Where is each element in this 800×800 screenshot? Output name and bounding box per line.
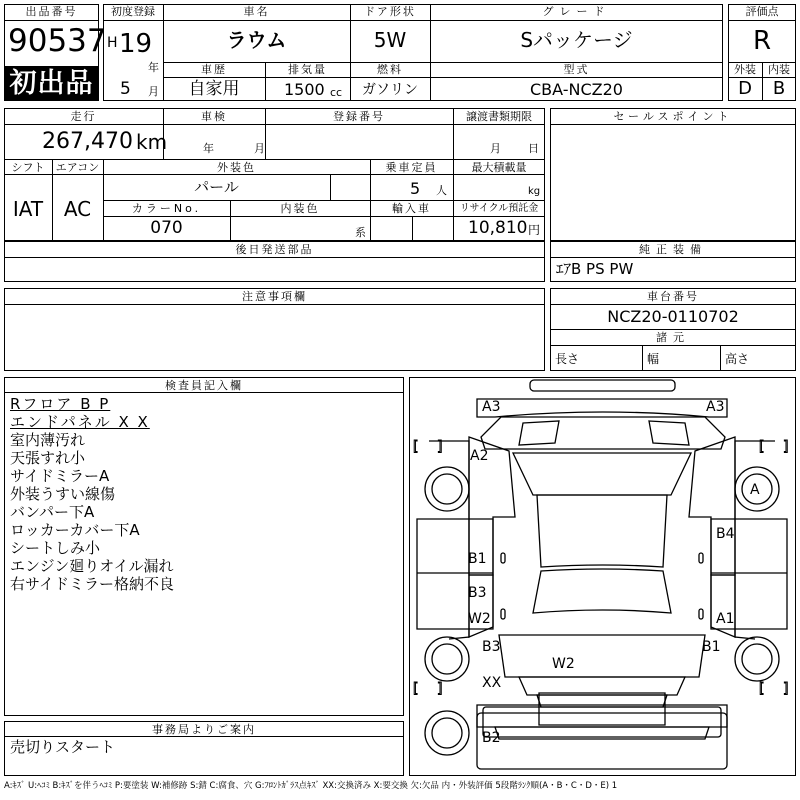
- lot-number: 90537: [8, 23, 107, 59]
- mileage-unit: km: [136, 130, 168, 154]
- exterior-score: D: [738, 78, 752, 99]
- inspection-year-unit: 年: [203, 142, 214, 155]
- mark-a2: A2: [470, 448, 489, 464]
- notes-label: 注意事項欄: [242, 290, 307, 303]
- first-reg-month: 5: [120, 79, 131, 99]
- era: H: [107, 35, 118, 51]
- svg-text:]: ]: [437, 439, 443, 455]
- inspector-line-11: 右サイドミラー格納不良: [10, 575, 174, 593]
- year-unit: 年: [148, 61, 159, 74]
- door-type: 5W: [373, 28, 407, 52]
- model: CBA-NCZ20: [530, 80, 623, 99]
- recycle-amount: 10,810: [468, 218, 528, 238]
- svg-text:]: ]: [783, 439, 789, 455]
- displacement: 1500: [284, 80, 325, 99]
- history: 自家用: [188, 79, 240, 99]
- car-diagram: [409, 377, 796, 776]
- mark-b1-left: B1: [468, 551, 487, 567]
- interior-score: B: [772, 78, 786, 99]
- mark-b4: B4: [716, 526, 735, 542]
- lot-number-label: 出品番号: [25, 5, 78, 18]
- transfer-day-unit: 日: [528, 142, 539, 155]
- sales-point-box: [550, 108, 796, 241]
- shift: IAT: [12, 197, 44, 221]
- int-color-label: 内装色: [280, 202, 320, 215]
- inspector-line-3: 室内薄汚れ: [10, 431, 86, 449]
- inspector-label: 検査員記入欄: [165, 379, 243, 392]
- inspector-line-4: 天張すれ小: [10, 449, 86, 467]
- reg-no-label: 登録番号: [333, 110, 385, 123]
- inspection-month-unit: 月: [254, 142, 265, 155]
- mark-b1-right: B1: [702, 639, 721, 655]
- recycle-unit: 円: [528, 223, 541, 237]
- equipment-label: 純正装備: [639, 243, 707, 256]
- transfer-month-unit: 月: [490, 142, 501, 155]
- mark-a3-left: A3: [482, 399, 501, 415]
- mileage-label: 走行: [70, 110, 97, 123]
- inspection-label: 車検: [201, 110, 227, 123]
- legend: A:ｷｽﾞ U:ﾍｺﾐ B:ｷｽﾞを伴うﾍｺﾐ P:要塗装 W:補修跡 S:錆 C:腐食、穴 G:ﾌﾛﾝﾄｶﾞﾗｽ点ｷｽﾞ XX:交換済み X:要交換 欠:欠品 内・外装評価 5段階ﾗﾝｸ順(A・B・C・D・E) 1: [4, 781, 618, 791]
- mark-b3: B3: [468, 585, 487, 601]
- sales-point-label: セールスポイント: [613, 110, 733, 123]
- mark-w2-left: W2: [468, 611, 491, 627]
- chassis-label: 車台番号: [647, 290, 699, 303]
- month-unit: 月: [148, 85, 159, 98]
- mark-w2-rear: W2: [552, 656, 575, 672]
- ext-color: パール: [194, 178, 239, 196]
- car-name-label: 車名: [243, 5, 270, 18]
- mark-b2: B2: [482, 730, 501, 746]
- recycle-label: リサイクル預託金: [459, 203, 539, 214]
- office-note: 売切りスタート: [10, 738, 116, 756]
- ext-color-label: 外装色: [217, 161, 256, 174]
- inspector-line-9: シートしみ小: [10, 539, 101, 557]
- color-no-label: カラーNo.: [131, 202, 202, 215]
- svg-text:[: [: [759, 681, 765, 697]
- load-label: 最大積載量: [471, 161, 527, 174]
- ac-label: エアコン: [55, 161, 100, 174]
- inspector-line-5: サイドミラーA: [10, 467, 110, 485]
- length-label: 長さ: [555, 352, 580, 366]
- svg-text:]: ]: [783, 681, 789, 697]
- equipment-value: ｴｱB PS PW: [556, 260, 634, 278]
- inspector-line-2: エンドパネル X X: [10, 413, 150, 431]
- inspector-line-1: Rフロア B P: [10, 395, 111, 413]
- history-label: 車歴: [201, 63, 227, 76]
- svg-text:]: ]: [437, 681, 443, 697]
- overall-score: R: [752, 26, 772, 56]
- load-unit: kg: [528, 186, 541, 197]
- inspector-line-8: ロッカーカバー下A: [10, 521, 140, 539]
- int-color-unit: 系: [355, 226, 366, 239]
- first-listing-badge: 初出品: [4, 66, 99, 101]
- first-reg-label: 初度登録: [111, 5, 155, 18]
- mark-a-right: A: [750, 482, 760, 498]
- car-name: ラウム: [226, 28, 287, 52]
- grade-label: グレード: [542, 5, 611, 18]
- inspector-line-7: バンパー下A: [10, 503, 95, 521]
- fuel-label: 燃料: [377, 63, 403, 76]
- mark-b3-lower: B3: [482, 639, 501, 655]
- exterior-label: 外装: [734, 63, 756, 76]
- svg-text:[: [: [759, 439, 765, 455]
- dims-label: 諸元: [656, 331, 690, 344]
- office-label: 事務局よりご案内: [152, 723, 256, 736]
- svg-text:[: [: [413, 439, 419, 455]
- transfer-label: 譲渡書類期限: [466, 110, 532, 123]
- shift-label: シフト: [11, 161, 45, 174]
- later-parts-label: 後日発送部品: [235, 243, 314, 256]
- grade: Sパッケージ: [520, 28, 633, 52]
- inspector-line-6: 外装うすい線傷: [10, 485, 116, 503]
- seats-unit: 人: [436, 184, 447, 197]
- mark-xx: XX: [482, 675, 502, 691]
- displacement-label: 排気量: [288, 63, 327, 76]
- mileage: 267,470: [42, 129, 133, 154]
- seats-label: 乗車定員: [385, 161, 438, 174]
- mark-a3-right: A3: [706, 399, 725, 415]
- import-label: 輸入車: [392, 202, 431, 215]
- interior-label: 内装: [768, 63, 790, 76]
- displacement-unit: cc: [330, 86, 343, 99]
- fuel: ガソリン: [362, 82, 418, 98]
- ac: AC: [63, 197, 92, 221]
- mark-a1: A1: [716, 611, 735, 627]
- inspector-line-10: エンジン廻りオイル漏れ: [10, 557, 174, 575]
- model-label: 型式: [563, 63, 590, 76]
- score-label: 評価点: [745, 5, 779, 18]
- seats: 5: [410, 179, 421, 198]
- color-no: 070: [150, 218, 183, 238]
- chassis-number: NCZ20-0110702: [607, 307, 739, 326]
- svg-text:[: [: [413, 681, 419, 697]
- height-label: 高さ: [725, 352, 750, 366]
- first-reg-year: 19: [119, 29, 153, 59]
- width-label: 幅: [647, 352, 660, 366]
- door-label: ドア形状: [364, 5, 416, 18]
